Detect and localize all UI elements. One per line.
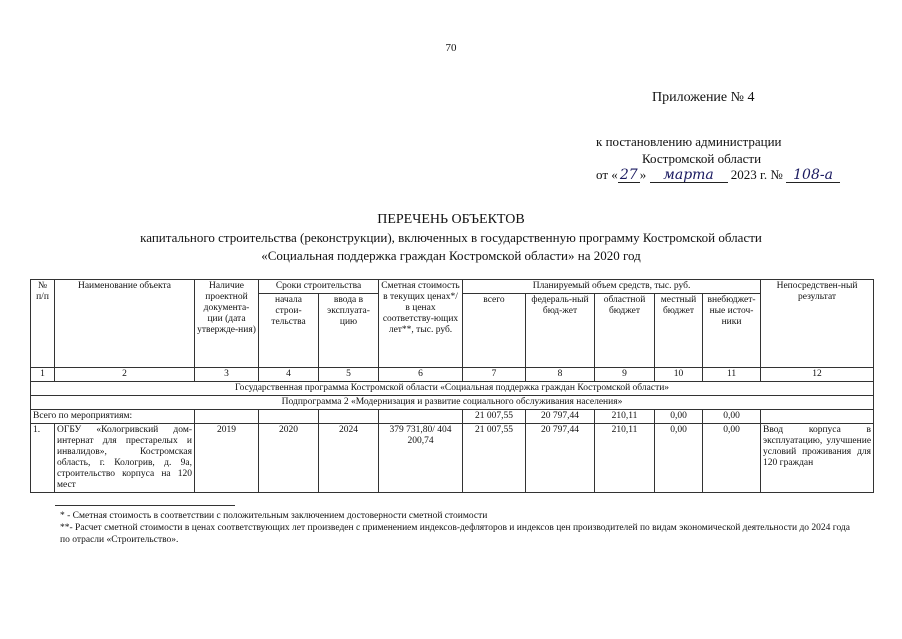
col-number: 1 — [31, 368, 55, 382]
row-object-name: ОГБУ «Кологривский дом-интернат для престарелых и инвалидов», Костромская область, г. Кологрив, д. 9а, строительство корпуса на 120 мест — [55, 424, 195, 493]
column-number-row — [31, 368, 874, 382]
region-label: Костромской области — [642, 151, 762, 166]
footnote-2: **- Расчет сметной стоимости в ценах соответствующих лет произведен с применением индексов-дефляторов и индексов цен производителей по видам экономической деятельности до 2024 года по отрасли «Строительство». — [60, 523, 850, 545]
date-prefix: от « — [596, 167, 618, 182]
row-num: 1. — [31, 424, 55, 493]
total-federal: 20 797,44 — [526, 410, 595, 424]
header-result: Непосредствен-ный результат — [761, 280, 874, 368]
resolution-number-handwritten: 108-а — [786, 169, 840, 183]
row-extra: 0,00 — [703, 424, 761, 493]
document-title: ПЕРЕЧЕНЬ ОБЪЕКТОВ — [377, 212, 525, 227]
row-federal: 20 797,44 — [526, 424, 595, 493]
program-row — [31, 382, 874, 396]
date-year: 2023 г. № — [730, 167, 783, 182]
col-number: 3 — [195, 368, 259, 382]
header-design: Наличие проектной документа-ции (дата утвержде-ния) — [195, 280, 259, 368]
header-regional: областной бюджет — [595, 294, 655, 368]
header-cost: Сметная стоимость в текущих ценах*/в ценах соответству-ющих лет**, тыс. руб. — [379, 280, 463, 368]
col-number: 12 — [761, 368, 874, 382]
header-extra: внебюджет-ные источ-ники — [703, 294, 761, 368]
row-result: Ввод корпуса в эксплуатацию, улучшение условий проживания для 120 граждан — [761, 424, 874, 493]
header-federal: федераль-ный бюд-жет — [526, 294, 595, 368]
date-mid: » — [639, 167, 647, 182]
col-number: 7 — [463, 368, 526, 382]
total-empty-cell — [379, 410, 463, 424]
header-terms: Сроки строительства — [259, 280, 379, 294]
total-regional: 210,11 — [595, 410, 655, 424]
subprogram-title: Подпрограмма 2 «Модернизация и развитие социального обслуживания населения» — [31, 396, 874, 410]
header-funds: Планируемый объем средств, тыс. руб. — [463, 280, 761, 294]
footnotes — [60, 510, 850, 546]
date-month-handwritten: марта — [650, 169, 728, 183]
header-local: местный бюджет — [655, 294, 703, 368]
table-row — [31, 424, 874, 493]
header-num: № п/п — [31, 280, 55, 368]
total-row — [31, 410, 874, 424]
total-empty-cell — [195, 410, 259, 424]
row-local: 0,00 — [655, 424, 703, 493]
total-empty-cell — [319, 410, 379, 424]
page-number: 70 — [445, 42, 457, 54]
col-number: 5 — [319, 368, 379, 382]
col-number: 10 — [655, 368, 703, 382]
total-empty-cell — [761, 410, 874, 424]
col-number: 2 — [55, 368, 195, 382]
header-name: Наименование объекта — [55, 280, 195, 368]
footnote-divider — [55, 505, 235, 506]
resolution-label: к постановлению администрации — [596, 134, 782, 149]
row-design-date: 2019 — [195, 424, 259, 493]
header-total: всего — [463, 294, 526, 368]
row-term-commission: 2024 — [319, 424, 379, 493]
document-subtitle-program: «Социальная поддержка граждан Костромской области» на 2020 год — [261, 248, 641, 263]
total-label: Всего по мероприятиям: — [31, 410, 195, 424]
col-number: 9 — [595, 368, 655, 382]
date-day-handwritten: 27 — [618, 169, 640, 183]
total-extra: 0,00 — [703, 410, 761, 424]
total-all: 21 007,55 — [463, 410, 526, 424]
appendix-label: Приложение № 4 — [652, 90, 755, 105]
subprogram-row — [31, 396, 874, 410]
footnote-1: * - Сметная стоимость в соответствии с положительным заключением достоверности сметной стоимости — [60, 511, 488, 521]
row-cost: 379 731,80/ 404 200,74 — [379, 424, 463, 493]
objects-table — [30, 279, 874, 493]
header-row-1 — [31, 280, 874, 294]
row-regional: 210,11 — [595, 424, 655, 493]
col-number: 11 — [703, 368, 761, 382]
row-total: 21 007,55 — [463, 424, 526, 493]
total-local: 0,00 — [655, 410, 703, 424]
col-number: 4 — [259, 368, 319, 382]
document-subtitle: капитального строительства (реконструкции), включенных в государственную программу Костромской области — [140, 230, 762, 245]
total-empty-cell — [259, 410, 319, 424]
program-title: Государственная программа Костромской области «Социальная поддержка граждан Костромской области» — [31, 382, 874, 396]
header-term-start: начала строи-тельства — [259, 294, 319, 368]
header-term-commission: ввода в эксплуата-цию — [319, 294, 379, 368]
col-number: 6 — [379, 368, 463, 382]
row-term-start: 2020 — [259, 424, 319, 493]
col-number: 8 — [526, 368, 595, 382]
resolution-date-line — [596, 167, 840, 183]
